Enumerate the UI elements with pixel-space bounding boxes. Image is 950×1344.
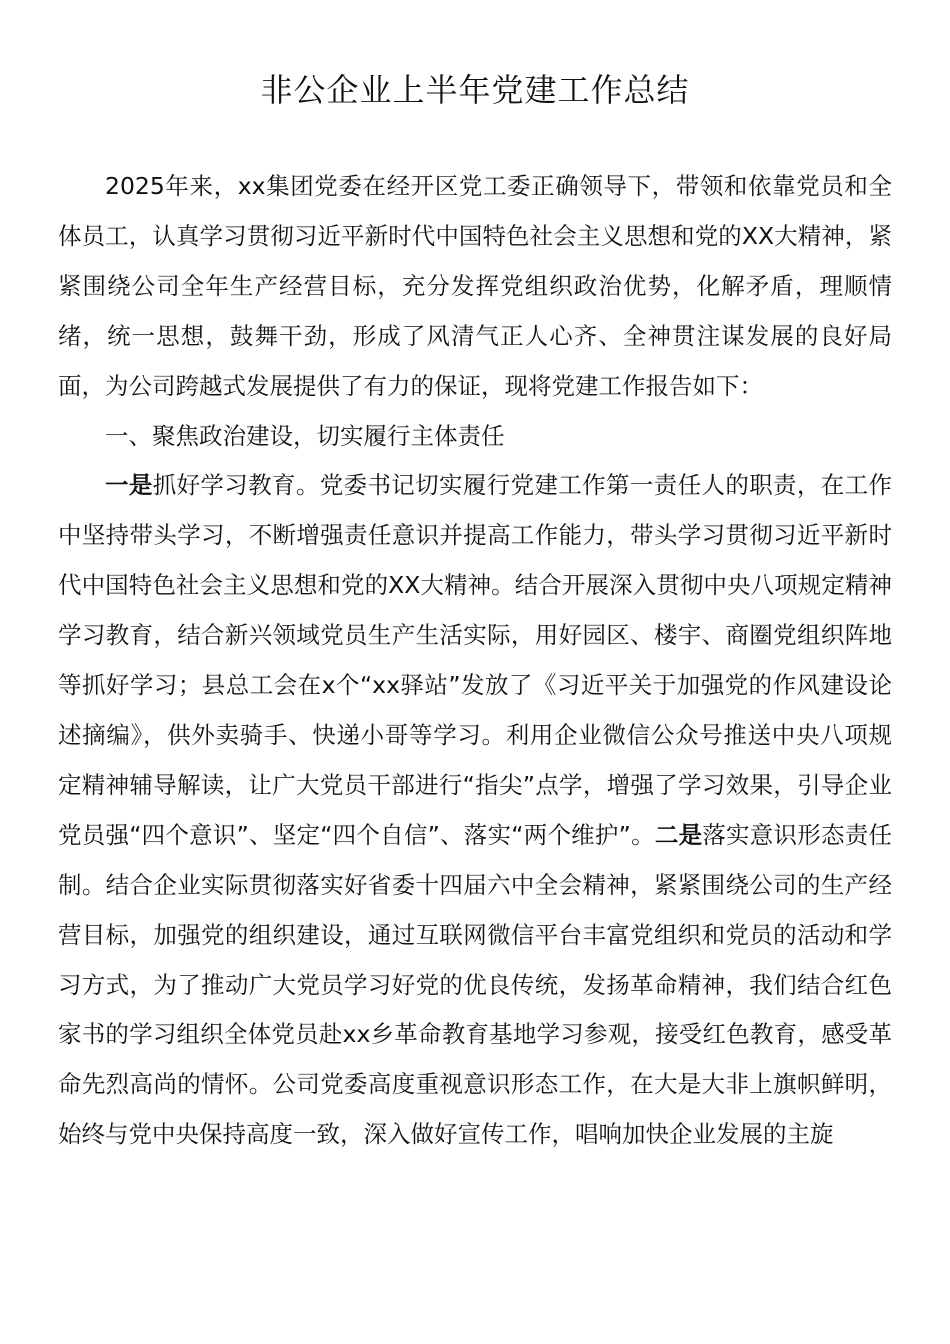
document-body [58, 162, 892, 1160]
section-paragraph [58, 461, 892, 1160]
intro-paragraph: 2025年来，xx集团党委在经开区党工委正确领导下，带领和依靠党员和全体员工，认真学习贯彻习近平新时代中国特色社会主义思想和党的XX大精神，紧紧围绕公司全年生产经营目标，充分发挥党组织政治优势，化解矛盾，理顺情绪，统一思想，鼓舞干劲，形成了风清气正人心齐、全神贯注谋发展的良好局面，为公司跨越式发展提供了有力的保证，现将党建工作报告如下： [58, 172, 892, 400]
item-text-first: 抓好学习教育。党委书记切实履行党建工作第一责任人的职责，在工作中坚持带头学习，不断增强责任意识并提高工作能力，带头学习贯彻习近平新时代中国特色社会主义思想和党的XX大精神。结合开展深入贯彻中央八项规定精神学习教育，结合新兴领域党员生产生活实际，用好园区、楼宇、商圈党组织阵地等抓好学习；县总工会在x个“xx驿站”发放了《习近平关于加强党的作风建设论述摘编》，供外卖骑手、快递小哥等学习。利用企业微信公众号推送中央八项规定精神辅导解读，让广大党员干部进行“指尖”点学，增强了学习效果，引导企业党员强“四个意识”、坚定“四个自信”、落实“两个维护”。 [58, 471, 892, 849]
item-lead-first: 一是 [105, 471, 153, 500]
document-title: 非公企业上半年党建工作总结 [260, 71, 690, 109]
item-lead-second: 二是 [654, 820, 703, 849]
section-heading: 一、聚焦政治建设，切实履行主体责任 [105, 421, 505, 450]
item-text-second: 落实意识形态责任制。结合企业实际贯彻落实好省委十四届六中全会精神，紧紧围绕公司的生产经营目标，加强党的组织建设，通过互联网微信平台丰富党组织和党员的活动和学习方式，为了推动广大党员学习好党的优良传统，发扬革命精神，我们结合红色家书的学习组织全体党员赴xx乡革命教育基地学习参观，接受红色教育，感受革命先烈高尚的情怀。公司党委高度重视意识形态工作，在大是大非上旗帜鲜明，始终与党中央保持高度一致，深入做好宣传工作，唱响加快企业发展的主旋 [58, 820, 893, 1149]
